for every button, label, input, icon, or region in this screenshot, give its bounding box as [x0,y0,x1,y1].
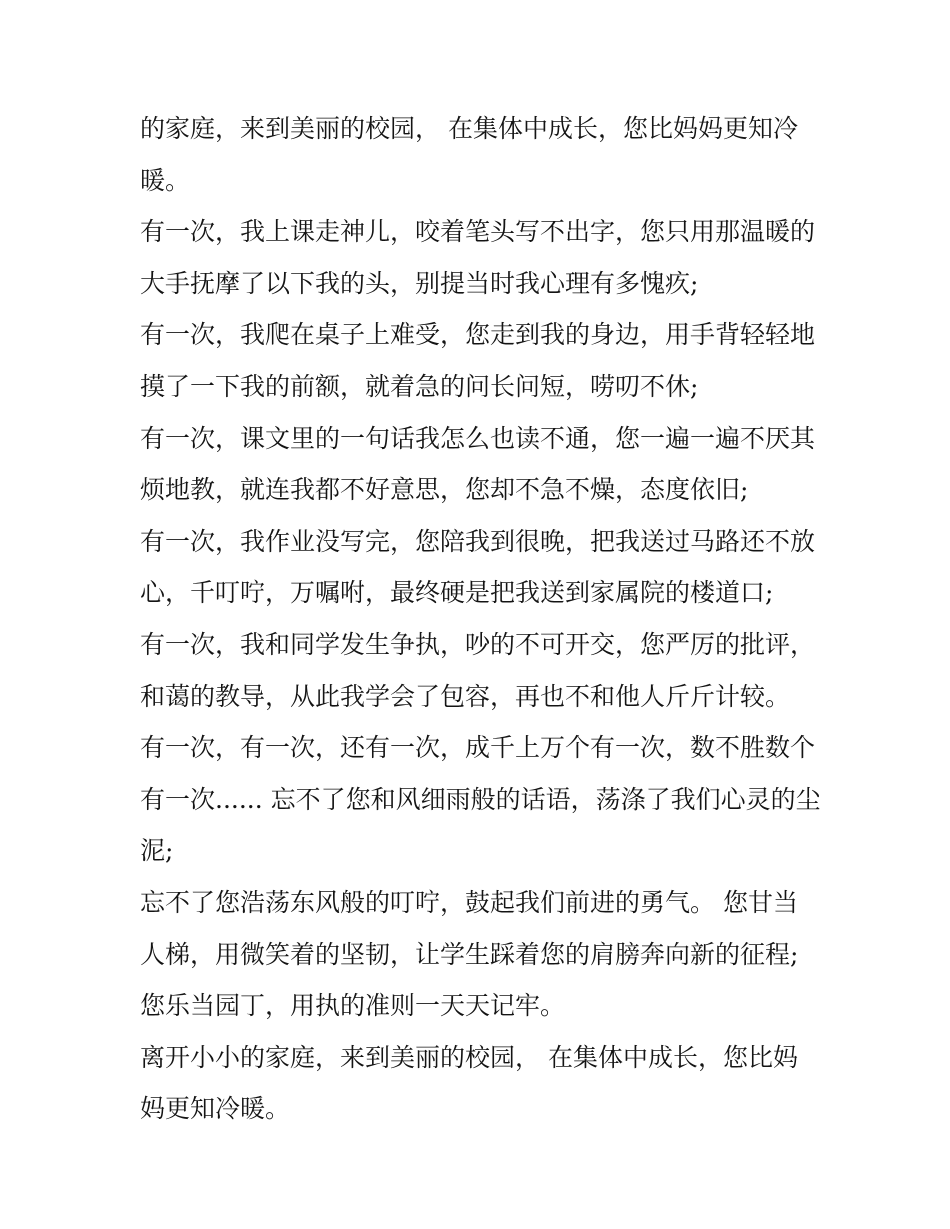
text-line: 心，千叮咛，万嘱咐，最终硬是把我送到家属院的楼道口; [140,578,774,608]
text-line: 有一次，课文里的一句话我怎么也读不通，您一遍一遍不厌其 [140,423,816,453]
text-line: 有一次，我作业没写完，您陪我到很晚，把我送过马路还不放 [140,526,816,556]
text-line: 离开小小的家庭，来到美丽的校园， 在集体中成长，您比妈 [140,1042,798,1072]
text-line: 有一次，我和同学发生争执，吵的不可开交，您严厉的批评， [140,629,816,659]
text-line: 烦地教，就连我都不好意思，您却不急不燥，态度依旧; [140,475,749,505]
text-line: 和蔼的教导，从此我学会了包容，再也不和他人斤斤计较。 [140,681,791,711]
text-line: 人梯，用微笑着的坚韧，让学生踩着您的肩膀奔向新的征程; [140,939,799,969]
text-line: 有一次...... 忘不了您和风细雨般的话语，荡涤了我们心灵的尘 [140,784,821,814]
text-line: 有一次，我上课走神儿，咬着笔头写不出字，您只用那温暖的 [140,217,816,247]
text-line: 妈更知冷暖。 [140,1094,291,1124]
text-line: 的家庭，来到美丽的校园， 在集体中成长，您比妈妈更知冷 [140,114,798,143]
text-line: 有一次，有一次，还有一次，成千上万个有一次，数不胜数个 [140,733,816,763]
text-line: 有一次，我爬在桌子上难受，您走到我的身边，用手背轻轻地 [140,320,816,350]
text-line: 您乐当园丁，用执的准则一天天记牢。 [140,991,566,1021]
text-line: 大手抚摩了以下我的头，别提当时我心理有多愧疚; [140,268,699,298]
text-line: 泥; [140,836,174,866]
text-line: 忘不了您浩荡东风般的叮咛，鼓起我们前进的勇气。 您甘当 [140,887,798,917]
text-line: 摸了一下我的前额，就着急的问长问短，唠叨不休; [140,371,699,401]
text-line: 暖。 [140,165,191,195]
body-text [140,103,830,1135]
